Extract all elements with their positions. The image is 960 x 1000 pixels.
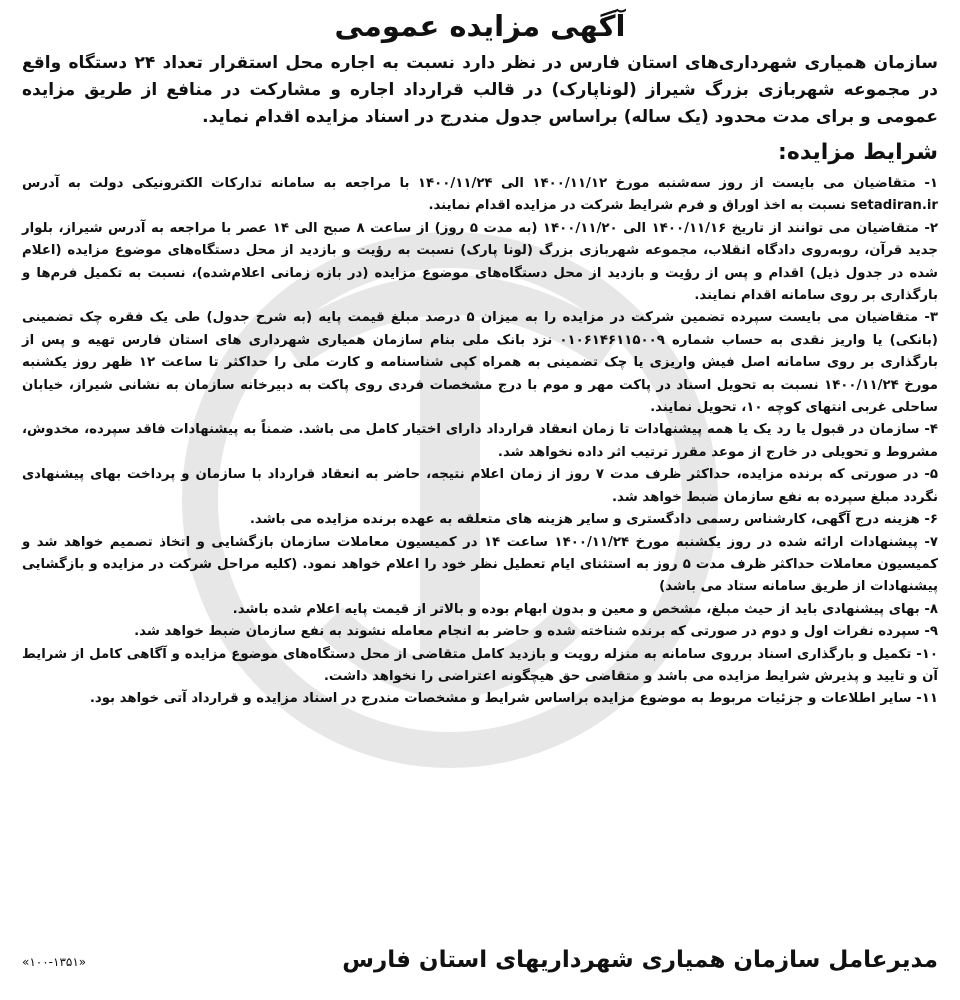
intro-paragraph: سازمان همیاری شهرداری‌های استان فارس در نظر دارد نسبت به اجاره محل استقرار تعداد ۲۴ دستگاه واقع در مجموعه شهربازی بزرگ شیراز (لوناپارک) در قالب قرارداد اجاره و مشارکت در منافع از طریق مزایده عمومی و برای مدت محدود (یک ساله) براساس جدول مندرج در اسناد مزایده اقدام نماید. — [22, 53, 938, 127]
conditions-heading: شرایط مزایده: — [778, 140, 938, 165]
condition-item-9: ۹- سپرده نفرات اول و دوم در صورتی که برنده شناخته شده و حاضر به انجام معامله نشوند به نفع سازمان ضبط خواهد شد. — [134, 624, 938, 640]
condition-item-3: ۳- متقاضیان می بایست سپرده تضمین شرکت در مزایده را به میزان ۵ درصد مبلغ قیمت پایه (به شرح جدول) طی یک فقره چک تضمینی (بانکی) یا واریز نقدی به حساب شماره ۰۱۰۶۱۴۶۱۱۵۰۰۹ نزد بانک ملی بنام سازمان همیاری شهرداری های استان فارس تهیه و پس از بارگذاری بر روی سامانه اصل فیش واریزی یا چک تضمینی به همراه کپی شناسنامه و کارت ملی را حداکثر تا ساعت ۱۲ ظهر روز یکشنبه مورخ ۱۴۰۰/۱۱/۲۴ نسبت به تحویل اسناد در پاکت مهر و موم با درج مشخصات فردی روی پاکت به دبیرخانه سازمان به نشانی شیراز، خیابان ساحلی غربی انتهای کوچه ۱۰، تحویل نمایند. — [22, 310, 939, 416]
condition-item-8: ۸- بهای پیشنهادی باید از حیث مبلغ، مشخص و معین و بدون ابهام بوده و بالاتر از قیمت پایه اعلام شده باشد. — [232, 601, 938, 617]
condition-item-1: ۱- متقاضیان می بایست از روز سه‌شنبه مورخ ۱۴۰۰/۱۱/۱۲ الی ۱۴۰۰/۱۱/۲۴ با مراجعه به سامانه تدارکات الکترونیکی دولت به آدرس setadiran.ir نسبت به اخذ اوراق و فرم شرایط شرکت در مزایده اقدام نمایند. — [22, 176, 938, 214]
condition-item-5: ۵- در صورتی که برنده مزایده، حداکثر ظرف مدت ۷ روز از زمان اعلام نتیجه، حاضر به انعقاد قرارداد با سازمان و پرداخت بهای پیشنهادی نگردد مبلغ سپرده به نفع سازمان ضبط خواهد شد. — [22, 467, 938, 505]
condition-item-11: ۱۱- سایر اطلاعات و جزئیات مربوط به موضوع مزایده براساس شرایط و مشخصات مندرج در اسناد مزایده و قرارداد آتی خواهد بود. — [89, 691, 938, 707]
ad-code: «۱۰۰-۱۳۵۱» — [22, 955, 87, 969]
condition-item-6: ۶- هزینه درج آگهی، کارشناس رسمی دادگستری و سایر هزینه های متعلقه به عهده برنده مزایده می باشد. — [249, 512, 938, 528]
condition-item-2: ۲- متقاضیان می توانند از تاریخ ۱۴۰۰/۱۱/۱۶ الی ۱۴۰۰/۱۱/۲۰ (به مدت ۵ روز) از ساعت ۸ صبح الی ۱۴ عصر با مراجعه به آدرس شیراز، بلوار جدید قرآن، روبه‌روی دادگاه انقلاب، مجموعه شهربازی بزرگ (لونا پارک) نسبت به رؤیت و بازدید از محل دستگاه‌های موضوع مزایده (اعلام شده در جدول ذیل) اقدام و پس از رؤیت و بازدید از محل دستگاه‌های موضوع مزایده (در بازه زمانی اعلام‌شده)، نسبت به تکمیل فرم‌ها و بارگذاری بر روی سامانه اقدام نمایند. — [22, 220, 939, 304]
signature: مدیرعامل سازمان همیاری شهرداریهای استان فارس — [342, 947, 938, 973]
condition-item-10: ۱۰- تکمیل و بارگذاری اسناد برروی سامانه به منزله رویت و بازدید کامل متقاضی از محل دستگاه‌های موضوع مزایده و آگاهی کامل از شرایط آن و تایید و پذیرش شرایط مزایده می باشد و متقاضی حق هیچگونه اعتراضی را نخواهد داشت. — [22, 646, 938, 684]
conditions-list — [22, 173, 938, 711]
footer — [22, 940, 938, 986]
condition-item-7: ۷- پیشنهادات ارائه شده در روز یکشنبه مورخ ۱۴۰۰/۱۱/۲۴ ساعت ۱۴ در کمیسیون معاملات سازمان بازگشایی و اتخاذ تصمیم خواهد شد و کمیسیون معاملات حداکثر ظرف مدت ۵ روز به استثنای ایام تعطیل نظر خود را اعلام خواهد نمود. (کلیه مراحل شرکت در مزایده و بازگشایی پیشنهادات از طریق سامانه ستاد می باشد) — [22, 534, 938, 595]
page-title: آگهی مزایده عمومی — [334, 9, 626, 43]
condition-item-4: ۴- سازمان در قبول یا رد یک یا همه پیشنهادات تا زمان انعقاد قرارداد دارای اختیار کامل می باشد. ضمناً به پیشنهادات فاقد سپرده، مخدوش، مشروط و تحویلی در خارج از موعد مقرر ترتیب اثر داده نخواهد شد. — [22, 422, 938, 460]
